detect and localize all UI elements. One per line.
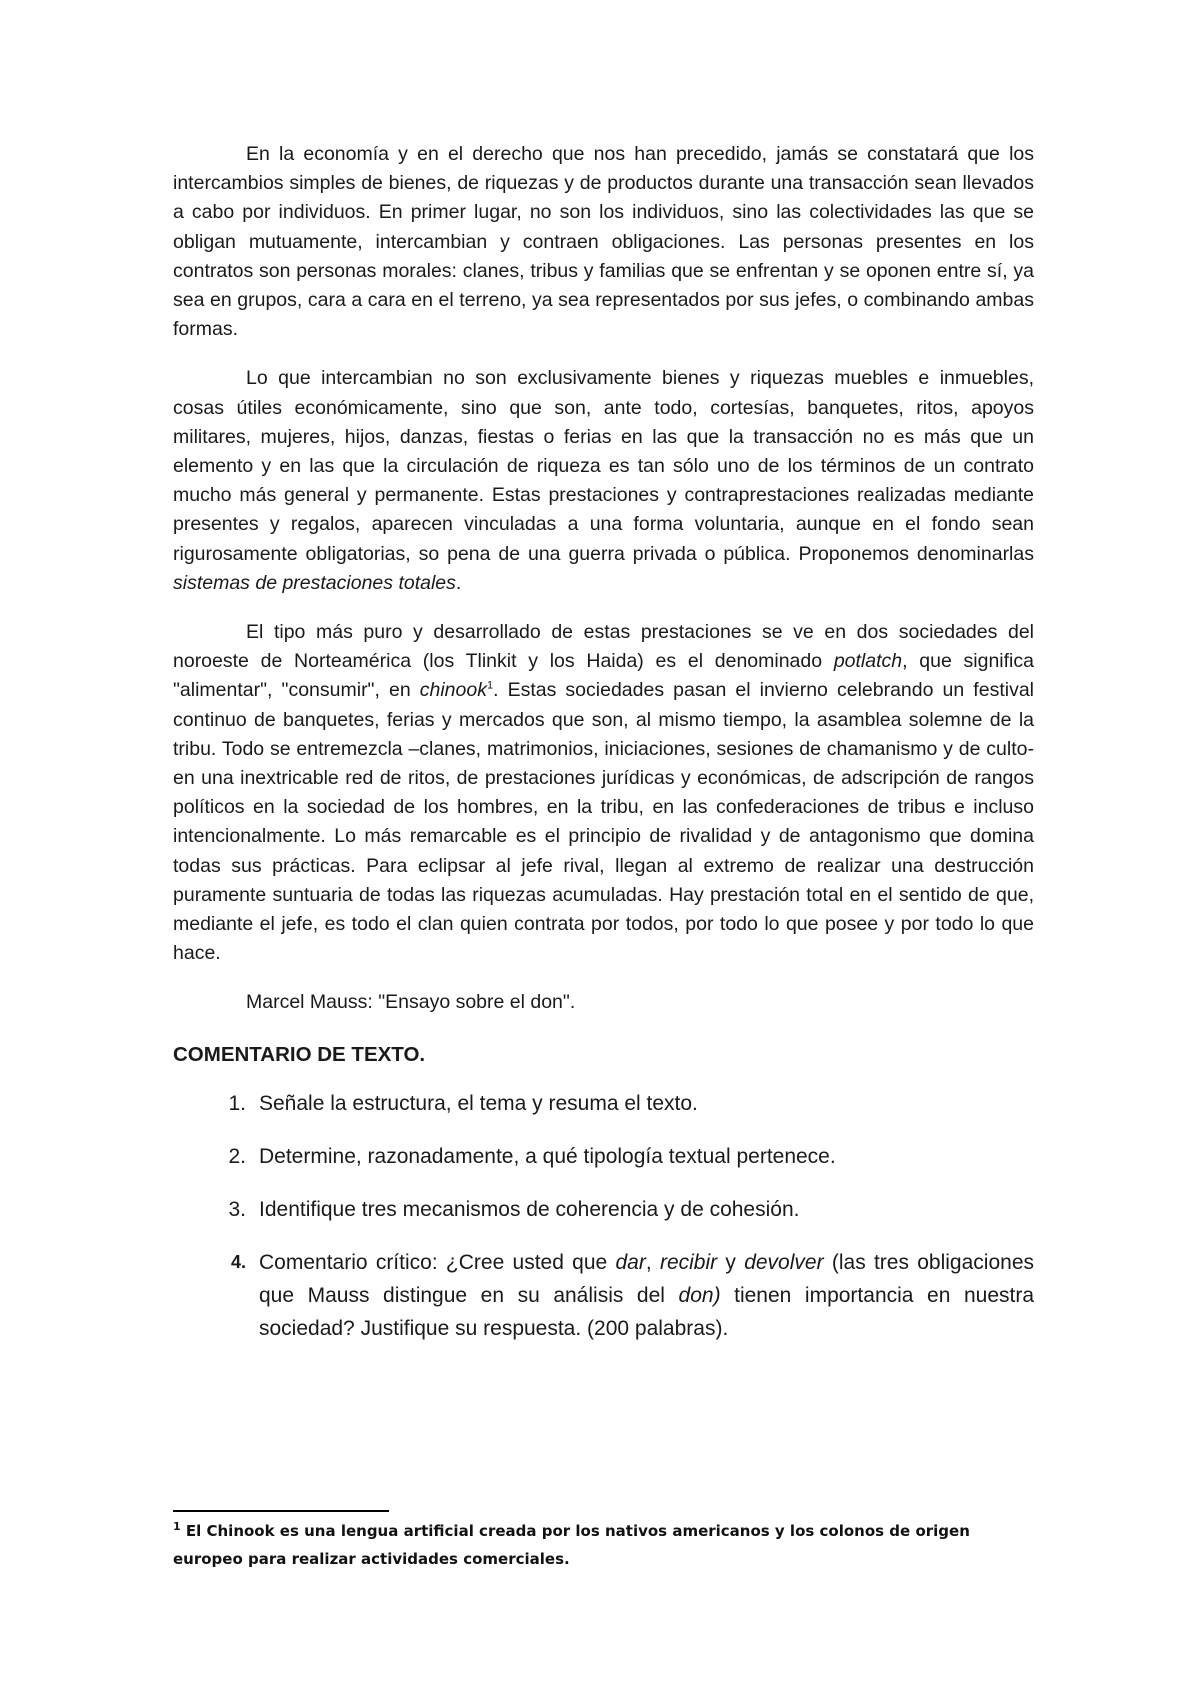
paragraph-1-text: En la economía y en el derecho que nos han precedido, jamás se constatará que los intercambios simples de bienes, de riquezas y de productos durante una transacción sean llevados a cabo por individuos. En primer lugar, no son los individuos, sino las colectividades las que se obligan mutuamente, intercambian y contraen obligaciones. Las personas presentes en los contratos son personas morales: clanes, tribus y familias que se enfrentan y se oponen entre sí, ya sea en grupos, cara a cara en el terreno, ya sea representados por sus jefes, o combinando ambas formas. [173,143,1034,341]
question-4-text-c: y [717,1250,745,1274]
footnote-marker: 1 [173,1520,181,1533]
paragraph-1 [173,140,1034,344]
question-number: 2. [228,1144,246,1168]
paragraph-2-end: . [455,571,462,594]
question-4-text-e: tienen importancia en nuestra sociedad? Justifique su respuesta. (200 palabras). [259,1283,1034,1340]
attribution: Marcel Mauss: "Ensayo sobre el don". [246,991,576,1014]
paragraph-3-text-c: . Estas sociedades pasan el invierno celebrando un festival continuo de banquetes, ferias y mercados que son, al mismo tiempo, la asamblea solemne de la tribu. Todo se entremezcla –clanes, matrimonios, iniciaciones, sesiones de chamanismo y de culto- en una inextricable red de ritos, de prestaciones jurídicas y económicas, de adscripción de rangos políticos en la sociedad de los hombres, en la tribu, en las confederaciones de tribus e incluso intencionalmente. Lo más remarcable es el principio de rivalidad y de antagonismo que domina todas sus prácticas. Para eclipsar al jefe rival, llegan al extremo de realizar una destrucción puramente suntuaria de todas las riquezas acumuladas. Hay prestación total en el sentido de que, mediante el jefe, es todo el clan quien contrata por todos, por todo lo que posee y por todo lo que hace. [173,679,1034,965]
chinook-term: chinook [419,679,487,702]
question-4-text-d: (las tres obligaciones que Mauss distingue en su análisis del [259,1250,1034,1307]
question-4-text-b: , [645,1250,660,1274]
paragraph-2-emphasis: sistemas de prestaciones totales [173,571,456,594]
question-text [259,1246,1034,1345]
term-don: don) [678,1283,721,1307]
main-text [173,140,1034,1365]
question-text: Determine, razonadamente, a qué tipología textual pertenece. [259,1144,836,1168]
term-dar: dar [615,1250,646,1274]
question-number: 1. [228,1091,246,1115]
question-item [173,1140,1034,1173]
footnote-text: El Chinook es una lengua artificial creada por los nativos americanos y los colonos de origen europeo para realizar actividades comerciales. [173,1522,970,1568]
paragraph-3-text-b: , que significa "alimentar", "consumir", en [173,650,1034,702]
question-text: Identifique tres mecanismos de coherencia y de cohesión. [259,1197,800,1221]
paragraph-2-text: Lo que intercambian no son exclusivamente bienes y riquezas muebles e inmuebles, cosas útiles económicamente, sino que son, ante todo, cortesías, banquetes, ritos, apoyos militares, mujeres, hijos, danzas, fiestas o ferias en las que la transacción no es más que un elemento y en las que la circulación de riqueza es tan sólo uno de los términos de un contrato mucho más general y permanente. Estas prestaciones y contraprestaciones realizadas mediante presentes y regalos, aparecen vinculadas a una forma voluntaria, aunque en el fondo sean rigurosamente obligatorias, so pena de una guerra privada o pública. Proponemos denominarlas [173,367,1034,565]
question-number: 4. [230,1251,246,1272]
question-text: Señale la estructura, el tema y resuma el texto. [259,1091,698,1115]
term-recibir: recibir [659,1250,718,1274]
question-item [173,1193,1034,1226]
footnote-separator [173,1510,389,1512]
paragraph-3 [173,618,1034,968]
footnote [173,1517,1034,1573]
paragraph-2 [173,364,1034,598]
question-item [173,1246,1034,1345]
question-number: 3. [228,1197,246,1221]
paragraph-3-text: El tipo más puro y desarrollado de estas prestaciones se ve en dos sociedades del noroeste de Norteamérica (los Tlinkit y los Haida) es el denominado [173,621,1034,673]
potlatch-term: potlatch [833,650,903,673]
term-devolver: devolver [744,1250,824,1274]
footnote-reference: 1 [486,679,494,692]
section-heading: COMENTARIO DE TEXTO. [173,1042,426,1066]
question-item [173,1087,1034,1120]
question-list [173,1087,1034,1345]
question-4-text-a: Comentario crítico: ¿Cree usted que [259,1250,616,1274]
